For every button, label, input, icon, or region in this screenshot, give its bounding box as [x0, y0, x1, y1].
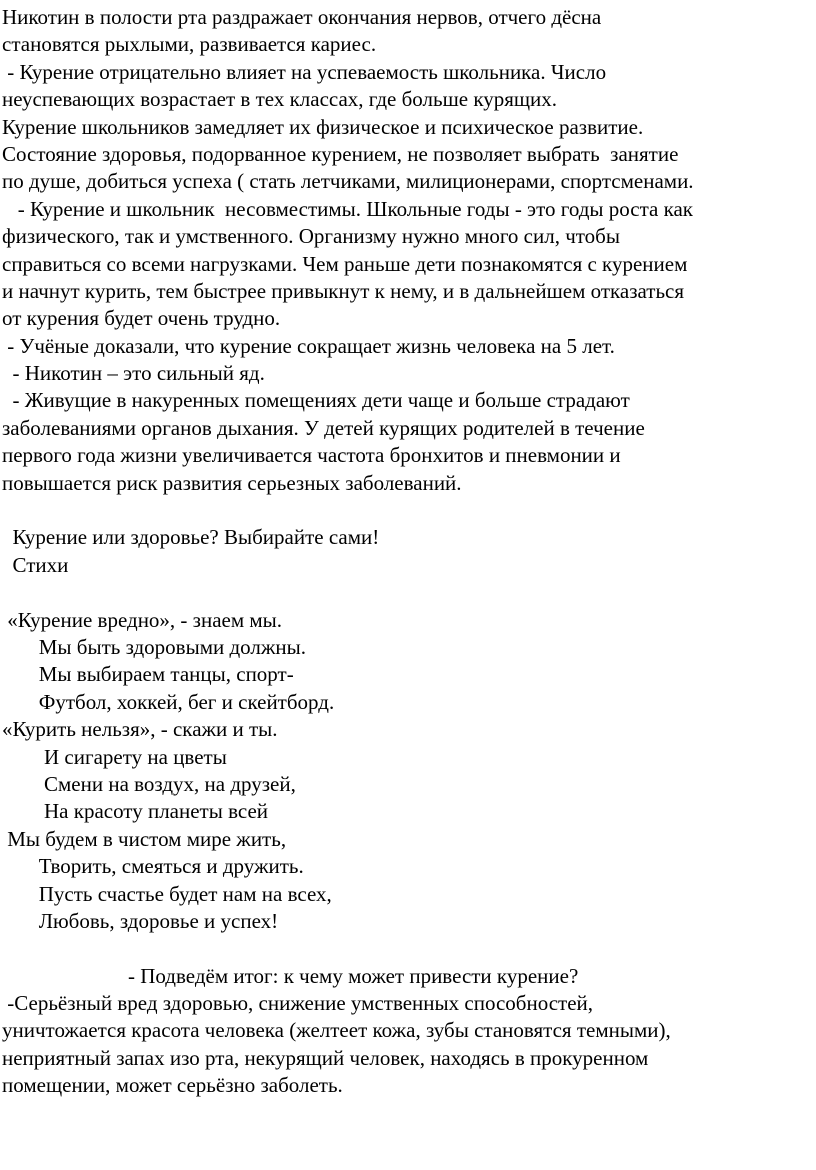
text-line: Состояние здоровья, подорванное курением, не позволяет выбрать занятие: [2, 141, 679, 166]
text-line: заболеваниями органов дыхания. У детей курящих родителей в течение: [2, 415, 645, 440]
text-line: неприятный запах изо рта, некурящий человек, находясь в прокуренном: [2, 1045, 649, 1070]
text-line: Никотин в полости рта раздражает окончания нервов, отчего дёсна: [2, 5, 602, 29]
text-line: помещении, может серьёзно заболеть.: [2, 1073, 343, 1098]
poem-line: Мы будем в чистом мире жить,: [2, 826, 287, 851]
text-line: - Живущие в накуренных помещениях дети чаще и больше страдают: [2, 388, 630, 413]
text-line: первого года жизни увеличивается частота бронхитов и пневмонии и: [2, 443, 621, 468]
text-line: физического, так и умственного. Организму нужно много сил, чтобы: [2, 224, 620, 249]
poem-line: И сигарету на цветы: [2, 744, 227, 769]
poem-line: Мы выбираем танцы, спорт-: [2, 662, 294, 687]
poem-heading: Стихи: [2, 552, 69, 577]
poem-line: Смени на воздух, на друзей,: [2, 771, 296, 796]
choice-line: Курение или здоровье? Выбирайте сами!: [2, 525, 380, 550]
blank-line: [2, 497, 816, 524]
text-line: повышается риск развития серьезных заболеваний.: [2, 470, 462, 495]
poem-line: Любовь, здоровье и успех!: [2, 908, 279, 933]
paragraph-passive-smoking: [2, 387, 816, 497]
text-line: - Курение отрицательно влияет на успеваемость школьника. Число: [2, 59, 607, 84]
summary-answer: [2, 990, 816, 1100]
poem-line: На красоту планеты всей: [2, 799, 269, 824]
poem-line: Творить, смеяться и дружить.: [2, 854, 304, 879]
poem-line: Мы быть здоровыми должны.: [2, 634, 306, 659]
text-line: Курение школьников замедляет их физическое и психическое развитие.: [2, 114, 644, 139]
poem: [2, 607, 816, 936]
poem-line: «Курение вредно», - знаем мы.: [2, 607, 283, 632]
poem-line: Пусть счастье будет нам на всех,: [2, 881, 332, 906]
text-line: по душе, добиться успеха ( стать летчиками, милиционерами, спортсменами.: [2, 169, 694, 194]
text-line: - Курение и школьник несовместимы. Школьные годы - это годы роста как: [2, 196, 694, 221]
paragraph-nicotine-gums: [2, 4, 816, 59]
text-line: справиться со всеми нагрузками. Чем раньше дети познакомятся с курением: [2, 251, 688, 276]
fact-nicotine-poison: - Никотин – это сильный яд.: [2, 361, 265, 386]
text-line: становятся рыхлыми, развивается кариес.: [2, 32, 377, 57]
paragraph-school-performance: [2, 59, 816, 196]
text-line: неуспевающих возрастает в тех классах, где больше курящих.: [2, 87, 558, 112]
fact-life-reduction: - Учёные доказали, что курение сокращает жизнь человека на 5 лет.: [2, 333, 615, 358]
poem-line: Футбол, хоккей, бег и скейтборд.: [2, 689, 335, 714]
blank-line: [2, 579, 816, 606]
text-line: -Серьёзный вред здоровью, снижение умственных способностей,: [2, 991, 594, 1016]
paragraph-incompatible: [2, 196, 816, 333]
text-line: от курения будет очень трудно.: [2, 306, 281, 331]
text-line: уничтожается красота человека (желтеет кожа, зубы становятся темными),: [2, 1018, 671, 1043]
poem-line: «Курить нельзя», - скажи и ты.: [2, 717, 278, 742]
text-line: и начнут курить, тем быстрее привыкнут к нему, и в дальнейшем отказаться: [2, 278, 685, 303]
blank-line: [2, 935, 816, 962]
summary-question: - Подведём итог: к чему может привести курение?: [2, 963, 579, 988]
